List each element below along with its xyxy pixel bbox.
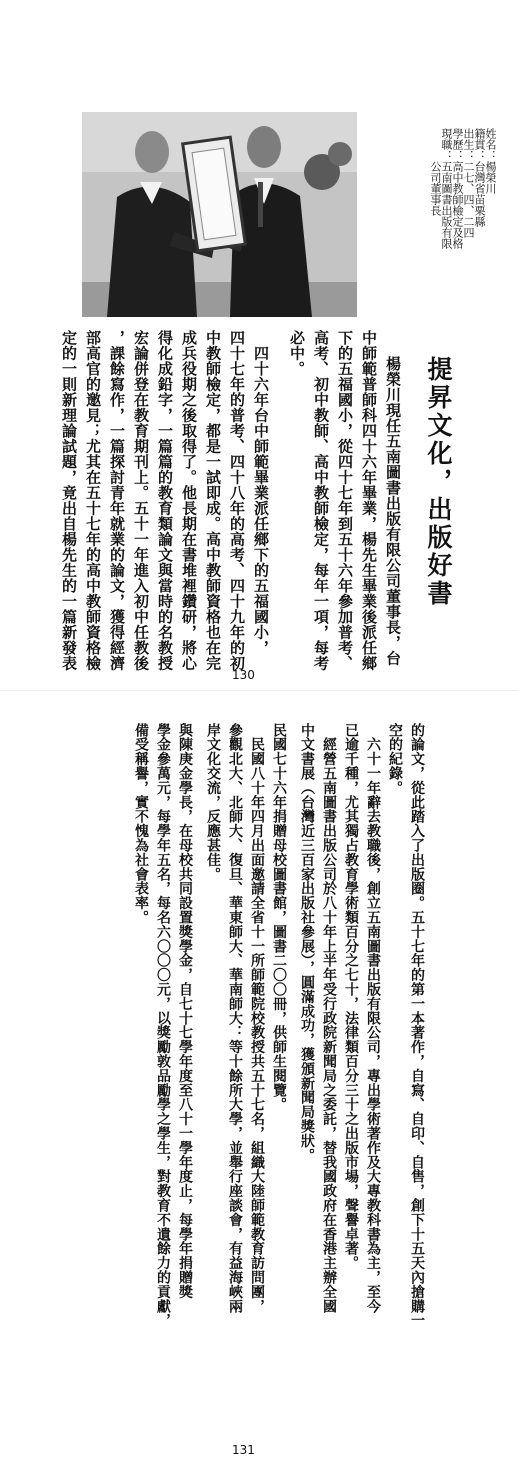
- body-column: 中文書展（台灣近三百家出版社參展），圓滿成功，獲頒新聞局獎狀。: [299, 723, 315, 1163]
- body-column: ，課餘寫作，一篇探討青年就業的論文，獲得經濟: [108, 330, 126, 671]
- body-column: 民國八十年四月出面邀請全省十一所師範院校教授共五十七名，組織大陸師範教育訪問團，: [249, 723, 265, 1314]
- body-column: 中教師檢定，都是一試即成。高中教師資格也在完: [204, 330, 222, 671]
- page-number: 130: [232, 668, 255, 682]
- body-column: 定的一則新理論試題，竟出自楊先生的一篇新發表: [60, 330, 78, 671]
- body-column: 四十六年台中師範畢業派任鄉下的五福國小，: [252, 330, 270, 656]
- body-column: 成兵役期之後取得了。他長期在書堆裡鑽研，將心: [180, 330, 198, 671]
- body-column: 必中。: [288, 330, 306, 377]
- page-number: 131: [232, 1443, 255, 1457]
- body-column: 中師範普師科四十六年畢業，楊先生畢業後派任鄉: [360, 330, 378, 671]
- body-column: 楊榮川現任五南圖書出版有限公司董事長，台: [384, 356, 402, 666]
- page-130: [0, 0, 518, 690]
- body-column: 經營五南圖書出版公司於八十年上半年受行政院新聞局之委託，替我國政府在香港主辦全國: [321, 723, 337, 1314]
- body-column: 四十七年的普考、四十八年的高考、四十九年的初: [228, 330, 246, 671]
- body-column: 空的紀錄。: [387, 723, 403, 795]
- caption-line: 籍貫：台灣省苗栗縣: [473, 128, 486, 227]
- body-column: 六十一年辭去教職後，創立五南圖書出版有限公司，專出學術著作及大專教科書為主，至今: [365, 723, 381, 1314]
- body-column: 得化成鉛字，一篇篇的教育類論文與當時的名教授: [156, 330, 174, 671]
- body-column: 學金參萬元，每學年五名，每名六〇〇〇元，以獎勵敦品勵學之學生，對教育不遺餘力的貢獻，: [155, 723, 171, 1328]
- caption-line: 姓名：楊榮川: [484, 128, 497, 194]
- body-column: 民國七十六年捐贈母校圖書館，圖書二〇〇冊，供師生閱覽。: [271, 723, 287, 1112]
- article-title: 提昇文化，出版好書: [424, 356, 453, 608]
- body-column: 已逾千種，尤其獨占教育學術類百分之七十，法律類百分三十之出版市場，聲譽卓著。: [343, 723, 359, 1271]
- body-column: 岸文化交流，反應甚佳。: [205, 723, 221, 882]
- body-column: 備受稱譽，實不愧為社會表率。: [133, 723, 149, 925]
- photo-caption: [416, 128, 496, 328]
- award-ceremony-image: [82, 112, 357, 317]
- page-131: [0, 690, 518, 1475]
- caption-line: 出生：二七、四、二四: [462, 128, 475, 238]
- body-column: 高考、初中教師、高中教師檢定，每年一項，每考: [312, 330, 330, 671]
- body-column: 參觀北大、北師大、復旦、華東師大、華南師大：等十餘所大學，並舉行座談會，有益海峽兩: [227, 723, 243, 1314]
- caption-line: 現職：五南圖書出版有限: [440, 128, 453, 249]
- body-column: 下的五福國小，從四十七年到五十六年參加普考、: [336, 330, 354, 671]
- body-column: 宏論併登在教育期刊上。五十一年進入初中任教後: [132, 330, 150, 671]
- caption-line: 學歷：高中教師檢定及格: [451, 128, 464, 249]
- body-column: 部高官的邀見；尤其在五十七年的高中教師資格檢: [84, 330, 102, 671]
- body-column: 的論文，從此踏入了出版圈。五十七年的第一本著作，自寫、自印、自售，創下十五天內搶購一: [409, 723, 425, 1328]
- caption-line: 公司董事長: [429, 128, 442, 216]
- body-column: 與陳庚金學長，在母校共同設置獎學金，自七十七學年度至八十一學年度止，每學年捐贈獎: [177, 723, 193, 1299]
- award-photo: [82, 112, 357, 317]
